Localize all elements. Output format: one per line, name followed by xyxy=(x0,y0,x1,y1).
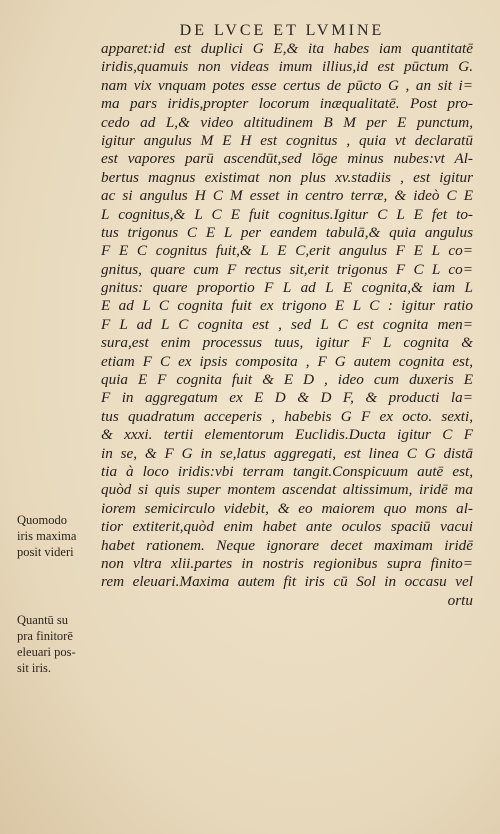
margin-note-line: Quantū su xyxy=(17,613,69,627)
text-line: ma pars iridis,propter locorum inæqualitatē. Post pro- xyxy=(101,95,473,113)
margin-note-line: iris maxima xyxy=(17,529,77,543)
text-line: iridis,quamuis non videas imum illius,id est pūctum G. xyxy=(101,58,473,76)
text-line: rem eleuari.Maxima autem fit iris cū Sol in occasu vel xyxy=(101,573,473,591)
text-line: F E C cognitus fuit,& L E C,erit angulus F E L co= xyxy=(101,242,473,260)
text-line: non vltra xlii.partes in nostris regionibus supra finito= xyxy=(101,554,473,572)
text-line: E ad L C cognita fuit ex trigono E L C : igitur ratio xyxy=(101,297,473,315)
text-line: habet rationem. Neque ignorare decet maximam iridē xyxy=(101,536,473,554)
margin-note-max-rainbow xyxy=(17,512,99,560)
text-line: & xxxi. tertii elementorum Euclidis.Ducta igitur C F xyxy=(101,426,473,444)
text-line: tus trigonus C E L per eandem tabulā,& quia angulus xyxy=(101,223,473,241)
text-line: cedo ad L,& video altitudinem B M per E punctum, xyxy=(101,113,473,131)
text-line: quòd si quis super montem ascendat altissimum, iridē ma xyxy=(101,481,473,499)
text-line: tus quadratum acceperis , habebis G F ex octo. sexti, xyxy=(101,407,473,425)
running-head: DE LVCE ET LVMINE xyxy=(179,22,385,39)
text-line: est vapores parū ascendūt,sed lōge minus nubes:vt Al- xyxy=(101,150,473,168)
margin-note-line: posit videri xyxy=(17,545,74,559)
text-line: apparet:id est duplici G E,& ita habes iam quantitatē xyxy=(101,40,473,57)
text-line: L cognitus,& L C E fuit cognitus.Igitur C L E fet to- xyxy=(101,205,473,223)
margin-note-line: eleuari pos- xyxy=(17,645,76,659)
text-line: gnitus, quare cum F rectus sit,erit trigonus F C L co= xyxy=(101,260,473,278)
text-line: ortu xyxy=(447,591,473,609)
text-line: tia à loco iridis:vbi terram tangit.Conspicuum autē est, xyxy=(101,462,473,480)
text-line: nam vix vnquam potes esse certus de pūcto G , an sit i= xyxy=(101,76,473,94)
text-line: quia E F cognita fuit & E D , ideo cum duxeris E xyxy=(101,371,473,389)
text-line: gnitus: quare proportio F L ad L E cognita,& iam L xyxy=(101,279,473,297)
margin-note-elevation xyxy=(17,612,99,676)
main-text-block xyxy=(101,40,473,610)
margin-note-line: Quomodo xyxy=(17,513,67,527)
text-line: sura,est enim processus tuus, igitur F L cognita & xyxy=(101,334,473,352)
text-line: in se, & F G in se,latus aggregati, est linea C G distā xyxy=(101,444,473,462)
text-line: F L ad L C cognita est , sed L C est cognita men= xyxy=(101,315,473,333)
text-line: ac si angulus H C M esset in centro terræ, & ideò C E xyxy=(101,187,473,205)
text-line: bertus magnus existimat non plus xv.stadiis , est igitur xyxy=(101,168,473,186)
margin-note-line: sit iris. xyxy=(17,661,52,675)
text-line: etiam F C ex ipsis composita , F G autem cognita est, xyxy=(101,352,473,370)
text-line: iorem semicirculo videbit, & eo maiorem quo mons al- xyxy=(101,499,473,517)
text-line: F in aggregatum ex E D & D F, & producti la= xyxy=(101,389,473,407)
margin-note-line: pra finitorē xyxy=(17,629,73,643)
text-line: tior extiterit,quòd enim habet ante oculos spaciū vacui xyxy=(101,518,473,536)
text-line: igitur angulus M E H est cognitus , quia vt declaratū xyxy=(101,131,473,149)
